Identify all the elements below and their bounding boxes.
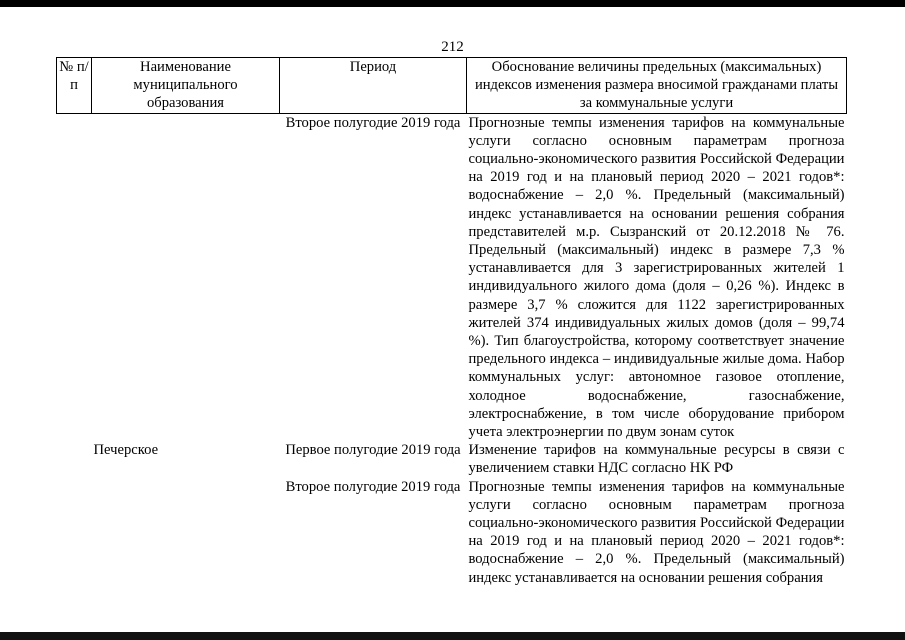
table-row [57, 113, 847, 441]
cell-justification: Изменение тарифов на коммунальные ресурсы в связи с увеличением ставки НДС согласно НК РФ [468, 442, 845, 477]
cell-municipality [92, 113, 280, 441]
header-number: № п/п [57, 58, 92, 114]
scan-bottom-edge [0, 632, 905, 640]
scan-top-edge [0, 0, 905, 7]
cell-number [57, 113, 92, 441]
cell-municipality: Печерское [93, 442, 159, 459]
cell-period: Второе полугодие 2019 года [285, 114, 461, 131]
cell-period: Второе полугодие 2019 года [285, 478, 461, 495]
table-header-row [57, 58, 847, 114]
page-number: 212 [441, 39, 464, 55]
cell-number [57, 441, 92, 477]
table-row [57, 441, 847, 477]
header-period: Период [280, 58, 467, 114]
cell-period: Первое полугодие 2019 года [285, 442, 461, 459]
header-municipality: Наименование муниципального образования [92, 58, 280, 114]
cell-municipality [92, 478, 280, 587]
tariff-index-table [56, 57, 847, 587]
cell-number [57, 478, 92, 587]
header-justification: Обоснование величины предельных (максимальных) индексов изменения размера вносимой гражданами платы за коммунальные услуги [467, 58, 847, 114]
cell-justification: Прогнозные темпы изменения тарифов на коммунальные услуги согласно основным параметрам прогноза социально-экономического развития Российской Федерации на 2019 год и на плановый период 2020 – 2021 годов*: водоснабжение – 2,0 %. Предельный (максимальный) индекс устанавливается на основании решения собрания [468, 478, 845, 586]
cell-justification: Прогнозные темпы изменения тарифов на коммунальные услуги согласно основным параметрам прогноза социально-экономического развития Российской Федерации на 2019 год и на плановый период 2020 – 2021 годов*: водоснабжение – 2,0 %. Предельный (максимальный) индекс устанавливается на основании решения собрания представителей м.р. Сызранский от 20.12.2018 № 76. Предельный (максимальный) индекс в размере 7,3 % устанавливается для 3 зарегистрированных жителей 1 индивидуального жилого дома (доля – 0,26 %). Индекс в размере 3,7 % сложится для 1122 зарегистрированных жителей 374 индивидуальных жилых домов (доля – 99,74 %). Тип благоустройства, которому соответствует значение предельного индекса – индивидуальные жилые дома. Набор коммунальных услуг: автономное газовое отопление, холодное водоснабжение, газоснабжение, электроснабжение, в том числе оборудование прибором учета электроэнергии по двум зонам суток [468, 114, 845, 441]
table-row [57, 478, 847, 587]
